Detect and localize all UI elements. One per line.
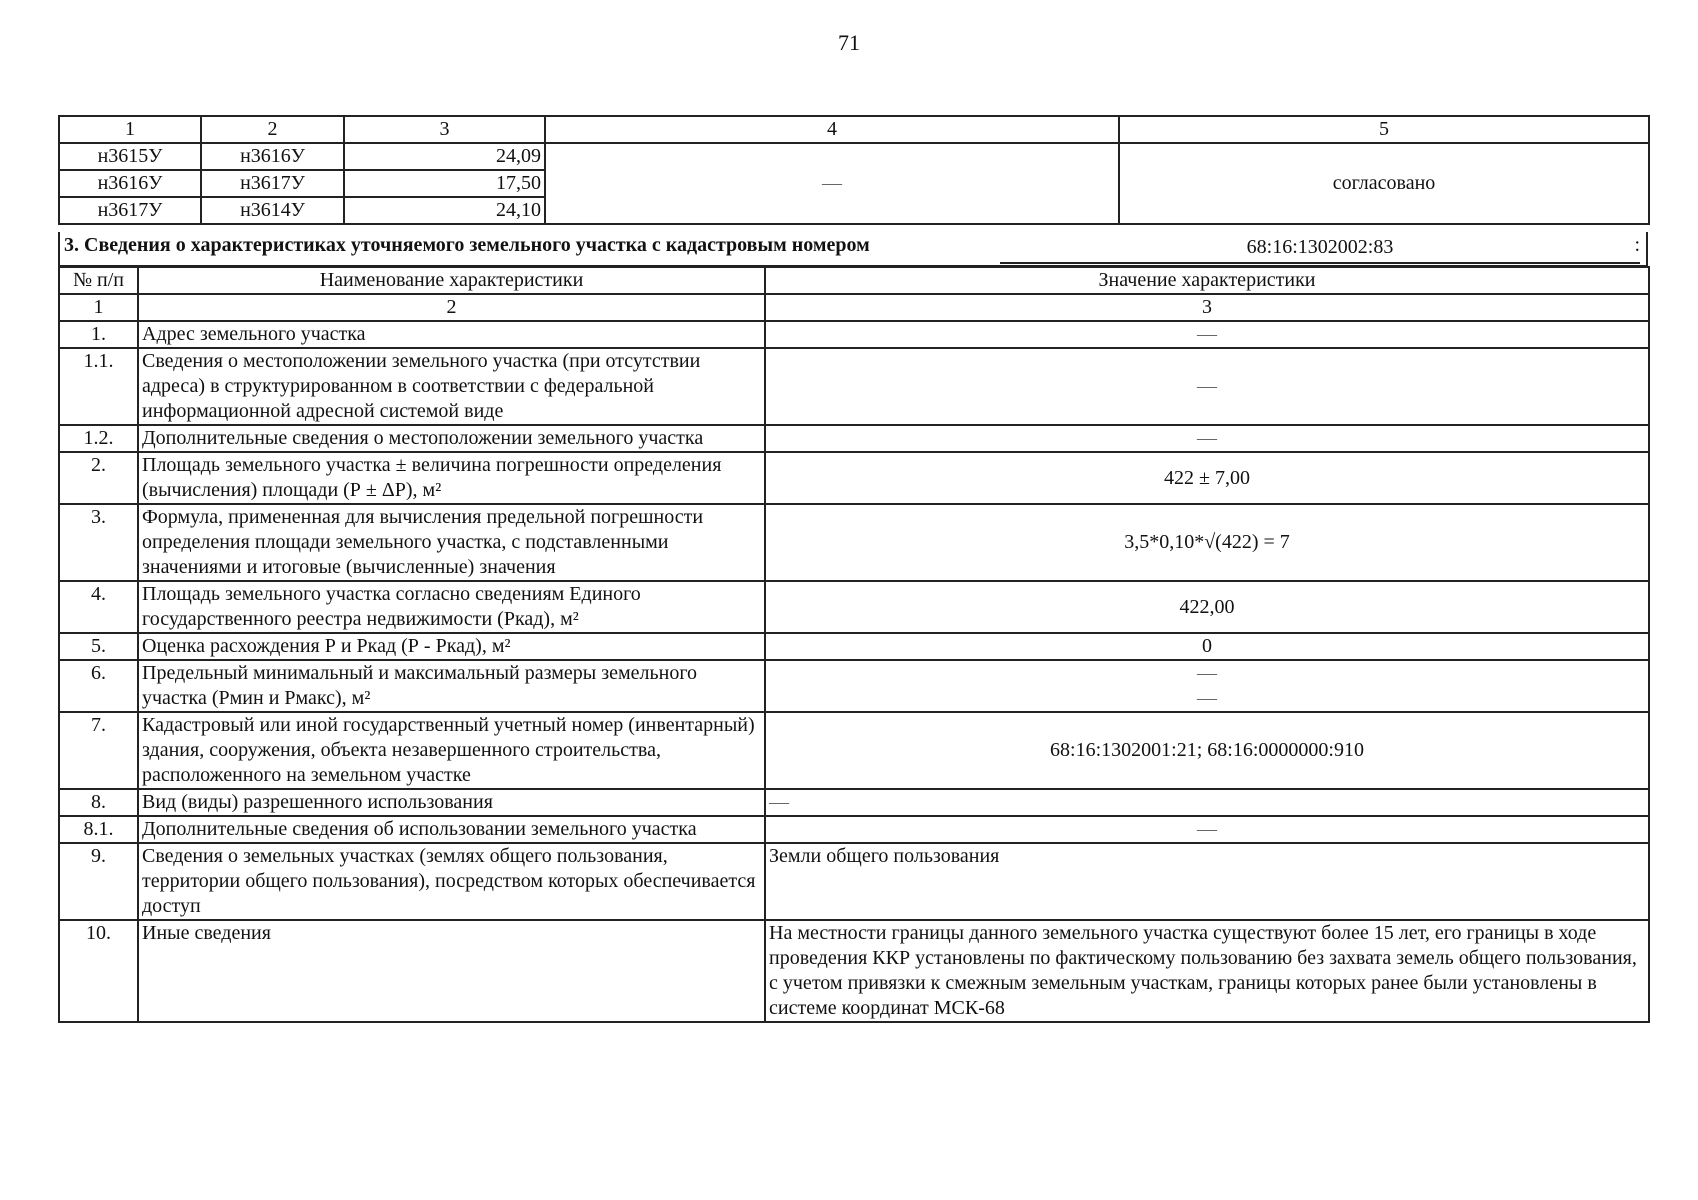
table-row: [59, 504, 1649, 581]
max-size-value: —: [1197, 687, 1217, 709]
row-name: Кадастровый или иной государственный учетный номер (инвентарный) здания, сооружения, объекта незавершенного строительства, расположенного на земельном участке: [138, 712, 765, 789]
header-cell: № п/п: [59, 267, 138, 294]
point-from: н3617У: [59, 197, 201, 224]
row-value: [765, 660, 1649, 712]
row-value: —: [765, 348, 1649, 425]
colnum-cell: 2: [138, 294, 765, 321]
table-row: [59, 425, 1649, 452]
table-row: [59, 452, 1649, 504]
table-row: [59, 321, 1649, 348]
header-cell: 5: [1119, 116, 1649, 143]
segment-length: 24,09: [344, 143, 545, 170]
table-row: [59, 660, 1649, 712]
colnum-cell: 3: [765, 294, 1649, 321]
row-name: Оценка расхождения Р и Ркад (Р - Ркад), м²: [138, 633, 765, 660]
table-row: [59, 712, 1649, 789]
row-name: Сведения о земельных участках (землях общего пользования, территории общего пользования), посредством которых обеспечивается доступ: [138, 843, 765, 920]
row-number: 7.: [59, 712, 138, 789]
row-number: 1.2.: [59, 425, 138, 452]
row-value: —: [765, 425, 1649, 452]
row-number: 9.: [59, 843, 138, 920]
row-value: 0: [765, 633, 1649, 660]
row-value: —: [765, 816, 1649, 843]
table-row: [59, 789, 1649, 816]
row-value: 3,5*0,10*√(422) = 7: [765, 504, 1649, 581]
row-number: 1.1.: [59, 348, 138, 425]
section-3-header: [58, 232, 1648, 267]
row-name: Иные сведения: [138, 920, 765, 1022]
header-cell: Наименование характеристики: [138, 267, 765, 294]
col4-value: —: [545, 143, 1119, 224]
row-name: Дополнительные сведения об использовании земельного участка: [138, 816, 765, 843]
row-name: Формула, примененная для вычисления предельной погрешности определения площади земельного участка, с подставленными значениями и итоговые (вычисленные) значения: [138, 504, 765, 581]
table-row: [59, 816, 1649, 843]
row-name: Площадь земельного участка ± величина погрешности определения (вычисления) площади (Р ± ΔР), м²: [138, 452, 765, 504]
row-number: 3.: [59, 504, 138, 581]
row-value: —: [765, 789, 1649, 816]
row-number: 4.: [59, 581, 138, 633]
segment-length: 24,10: [344, 197, 545, 224]
cadastral-number: 68:16:1302002:83: [1000, 234, 1640, 264]
row-name: Дополнительные сведения о местоположении земельного участка: [138, 425, 765, 452]
point-from: н3615У: [59, 143, 201, 170]
min-size-value: —: [1197, 662, 1217, 684]
table-colnum-row: [59, 294, 1649, 321]
row-number: 8.: [59, 789, 138, 816]
table-row: [59, 143, 1649, 170]
row-name: Адрес земельного участка: [138, 321, 765, 348]
page-number: 71: [838, 30, 860, 55]
segment-length: 17,50: [344, 170, 545, 197]
header-cell: 2: [201, 116, 344, 143]
colnum-cell: 1: [59, 294, 138, 321]
boundary-parts-table: [58, 115, 1650, 225]
table-row: [59, 843, 1649, 920]
row-value: 422 ± 7,00: [765, 452, 1649, 504]
agreement-status: согласовано: [1119, 143, 1649, 224]
row-name: Сведения о местоположении земельного участка (при отсутствии адреса) в структурированном в соответствии с федеральной информационной адресной системой виде: [138, 348, 765, 425]
row-number: 2.: [59, 452, 138, 504]
point-from: н3616У: [59, 170, 201, 197]
table-row: [59, 581, 1649, 633]
header-cell: 1: [59, 116, 201, 143]
row-number: 8.1.: [59, 816, 138, 843]
row-name: Предельный минимальный и максимальный размеры земельного участка (Рмин и Рмакс), м²: [138, 660, 765, 712]
row-number: 10.: [59, 920, 138, 1022]
point-to: н3617У: [201, 170, 344, 197]
row-value: 422,00: [765, 581, 1649, 633]
row-value: 68:16:1302001:21; 68:16:0000000:910: [765, 712, 1649, 789]
table-row: [59, 633, 1649, 660]
row-number: 6.: [59, 660, 138, 712]
characteristics-table: [58, 266, 1650, 1023]
row-number: 5.: [59, 633, 138, 660]
section-colon: :: [1634, 234, 1640, 256]
point-to: н3616У: [201, 143, 344, 170]
table-header-row: [59, 267, 1649, 294]
row-name: Площадь земельного участка согласно сведениям Единого государственного реестра недвижимости (Ркад), м²: [138, 581, 765, 633]
row-value: Земли общего пользования: [765, 843, 1649, 920]
row-name: Вид (виды) разрешенного использования: [138, 789, 765, 816]
table-header-row: [59, 116, 1649, 143]
row-number: 1.: [59, 321, 138, 348]
row-value: —: [765, 321, 1649, 348]
header-cell: 3: [344, 116, 545, 143]
header-cell: 4: [545, 116, 1119, 143]
table-row: [59, 920, 1649, 1022]
table-row: [59, 348, 1649, 425]
row-value: На местности границы данного земельного участка существуют более 15 лет, его границы в ходе проведения ККР установлены по фактическому пользованию без захвата земель общего пользования, с учетом привязки к смежным земельным участкам, границы которых ранее были установлены в системе координат МСК-68: [765, 920, 1649, 1022]
point-to: н3614У: [201, 197, 344, 224]
section-title: 3. Сведения о характеристиках уточняемого земельного участка с кадастровым номером: [64, 234, 870, 256]
header-cell: Значение характеристики: [765, 267, 1649, 294]
